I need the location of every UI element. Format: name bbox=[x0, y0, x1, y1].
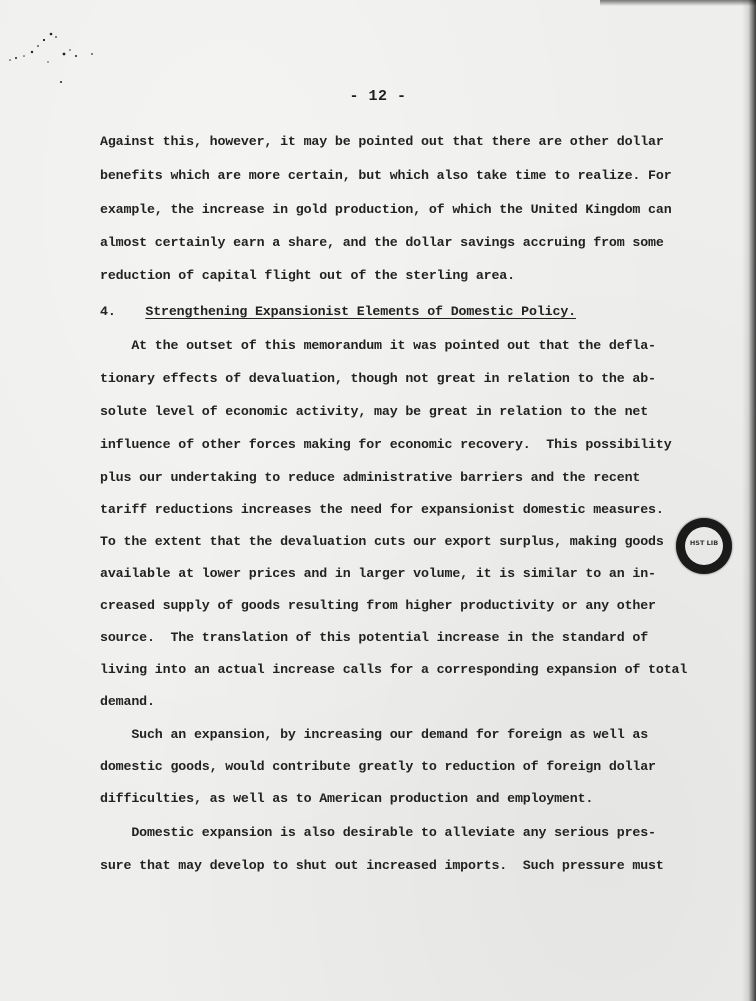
paragraph-2-line-3: solute level of economic activity, may be great in relation to the net bbox=[100, 404, 649, 419]
paragraph-2-line-9: creased supply of goods resulting from higher productivity or any other bbox=[100, 598, 656, 613]
paragraph-2-line-8: available at lower prices and in larger volume, it is similar to an in- bbox=[100, 566, 656, 581]
paragraph-2-line-5: plus our undertaking to reduce administrative barriers and the recent bbox=[100, 470, 641, 485]
page-number: - 12 - bbox=[349, 88, 407, 105]
paragraph-4-line-1: Domestic expansion is also desirable to alleviate any serious pres- bbox=[100, 825, 656, 840]
archive-stamp-text: HST LIB bbox=[689, 539, 719, 547]
paragraph-1-line-5: reduction of capital flight out of the sterling area. bbox=[100, 268, 515, 283]
paragraph-2-line-4: influence of other forces making for economic recovery. This possibility bbox=[100, 437, 672, 452]
paragraph-2-line-12: demand. bbox=[100, 694, 155, 709]
paragraph-2-line-1: At the outset of this memorandum it was pointed out that the defla- bbox=[100, 338, 656, 353]
paragraph-3-line-3: difficulties, as well as to American production and employment. bbox=[100, 791, 594, 806]
paragraph-2-line-2: tionary effects of devaluation, though not great in relation to the ab- bbox=[100, 371, 656, 386]
section-heading bbox=[100, 304, 576, 320]
paragraph-3-line-2: domestic goods, would contribute greatly to reduction of foreign dollar bbox=[100, 759, 656, 774]
paragraph-3-line-1: Such an expansion, by increasing our demand for foreign as well as bbox=[100, 727, 649, 742]
paragraph-4-line-2: sure that may develop to shut out increased imports. Such pressure must bbox=[100, 858, 664, 873]
scan-speck-marks bbox=[4, 14, 104, 94]
paragraph-2-line-11: living into an actual increase calls for a corresponding expansion of total bbox=[100, 662, 688, 677]
section-title: Strengthening Expansionist Elements of Domestic Policy. bbox=[145, 304, 576, 319]
paragraph-2-line-6: tariff reductions increases the need for expansionist domestic measures. bbox=[100, 502, 664, 517]
paragraph-2-line-7: To the extent that the devaluation cuts our export surplus, making goods bbox=[100, 534, 664, 549]
scan-right-edge-shadow bbox=[742, 0, 756, 1001]
archive-stamp bbox=[676, 518, 732, 574]
paragraph-1-line-1: Against this, however, it may be pointed out that there are other dollar bbox=[100, 134, 664, 149]
paragraph-1-line-2: benefits which are more certain, but which also take time to realize. For bbox=[100, 168, 672, 183]
section-number: 4. bbox=[100, 304, 116, 319]
paragraph-1-line-3: example, the increase in gold production, of which the United Kingdom can bbox=[100, 202, 672, 217]
paragraph-1-line-4: almost certainly earn a share, and the dollar savings accruing from some bbox=[100, 235, 664, 250]
paragraph-2-line-10: source. The translation of this potential increase in the standard of bbox=[100, 630, 649, 645]
scan-top-edge-shadow bbox=[600, 0, 756, 6]
